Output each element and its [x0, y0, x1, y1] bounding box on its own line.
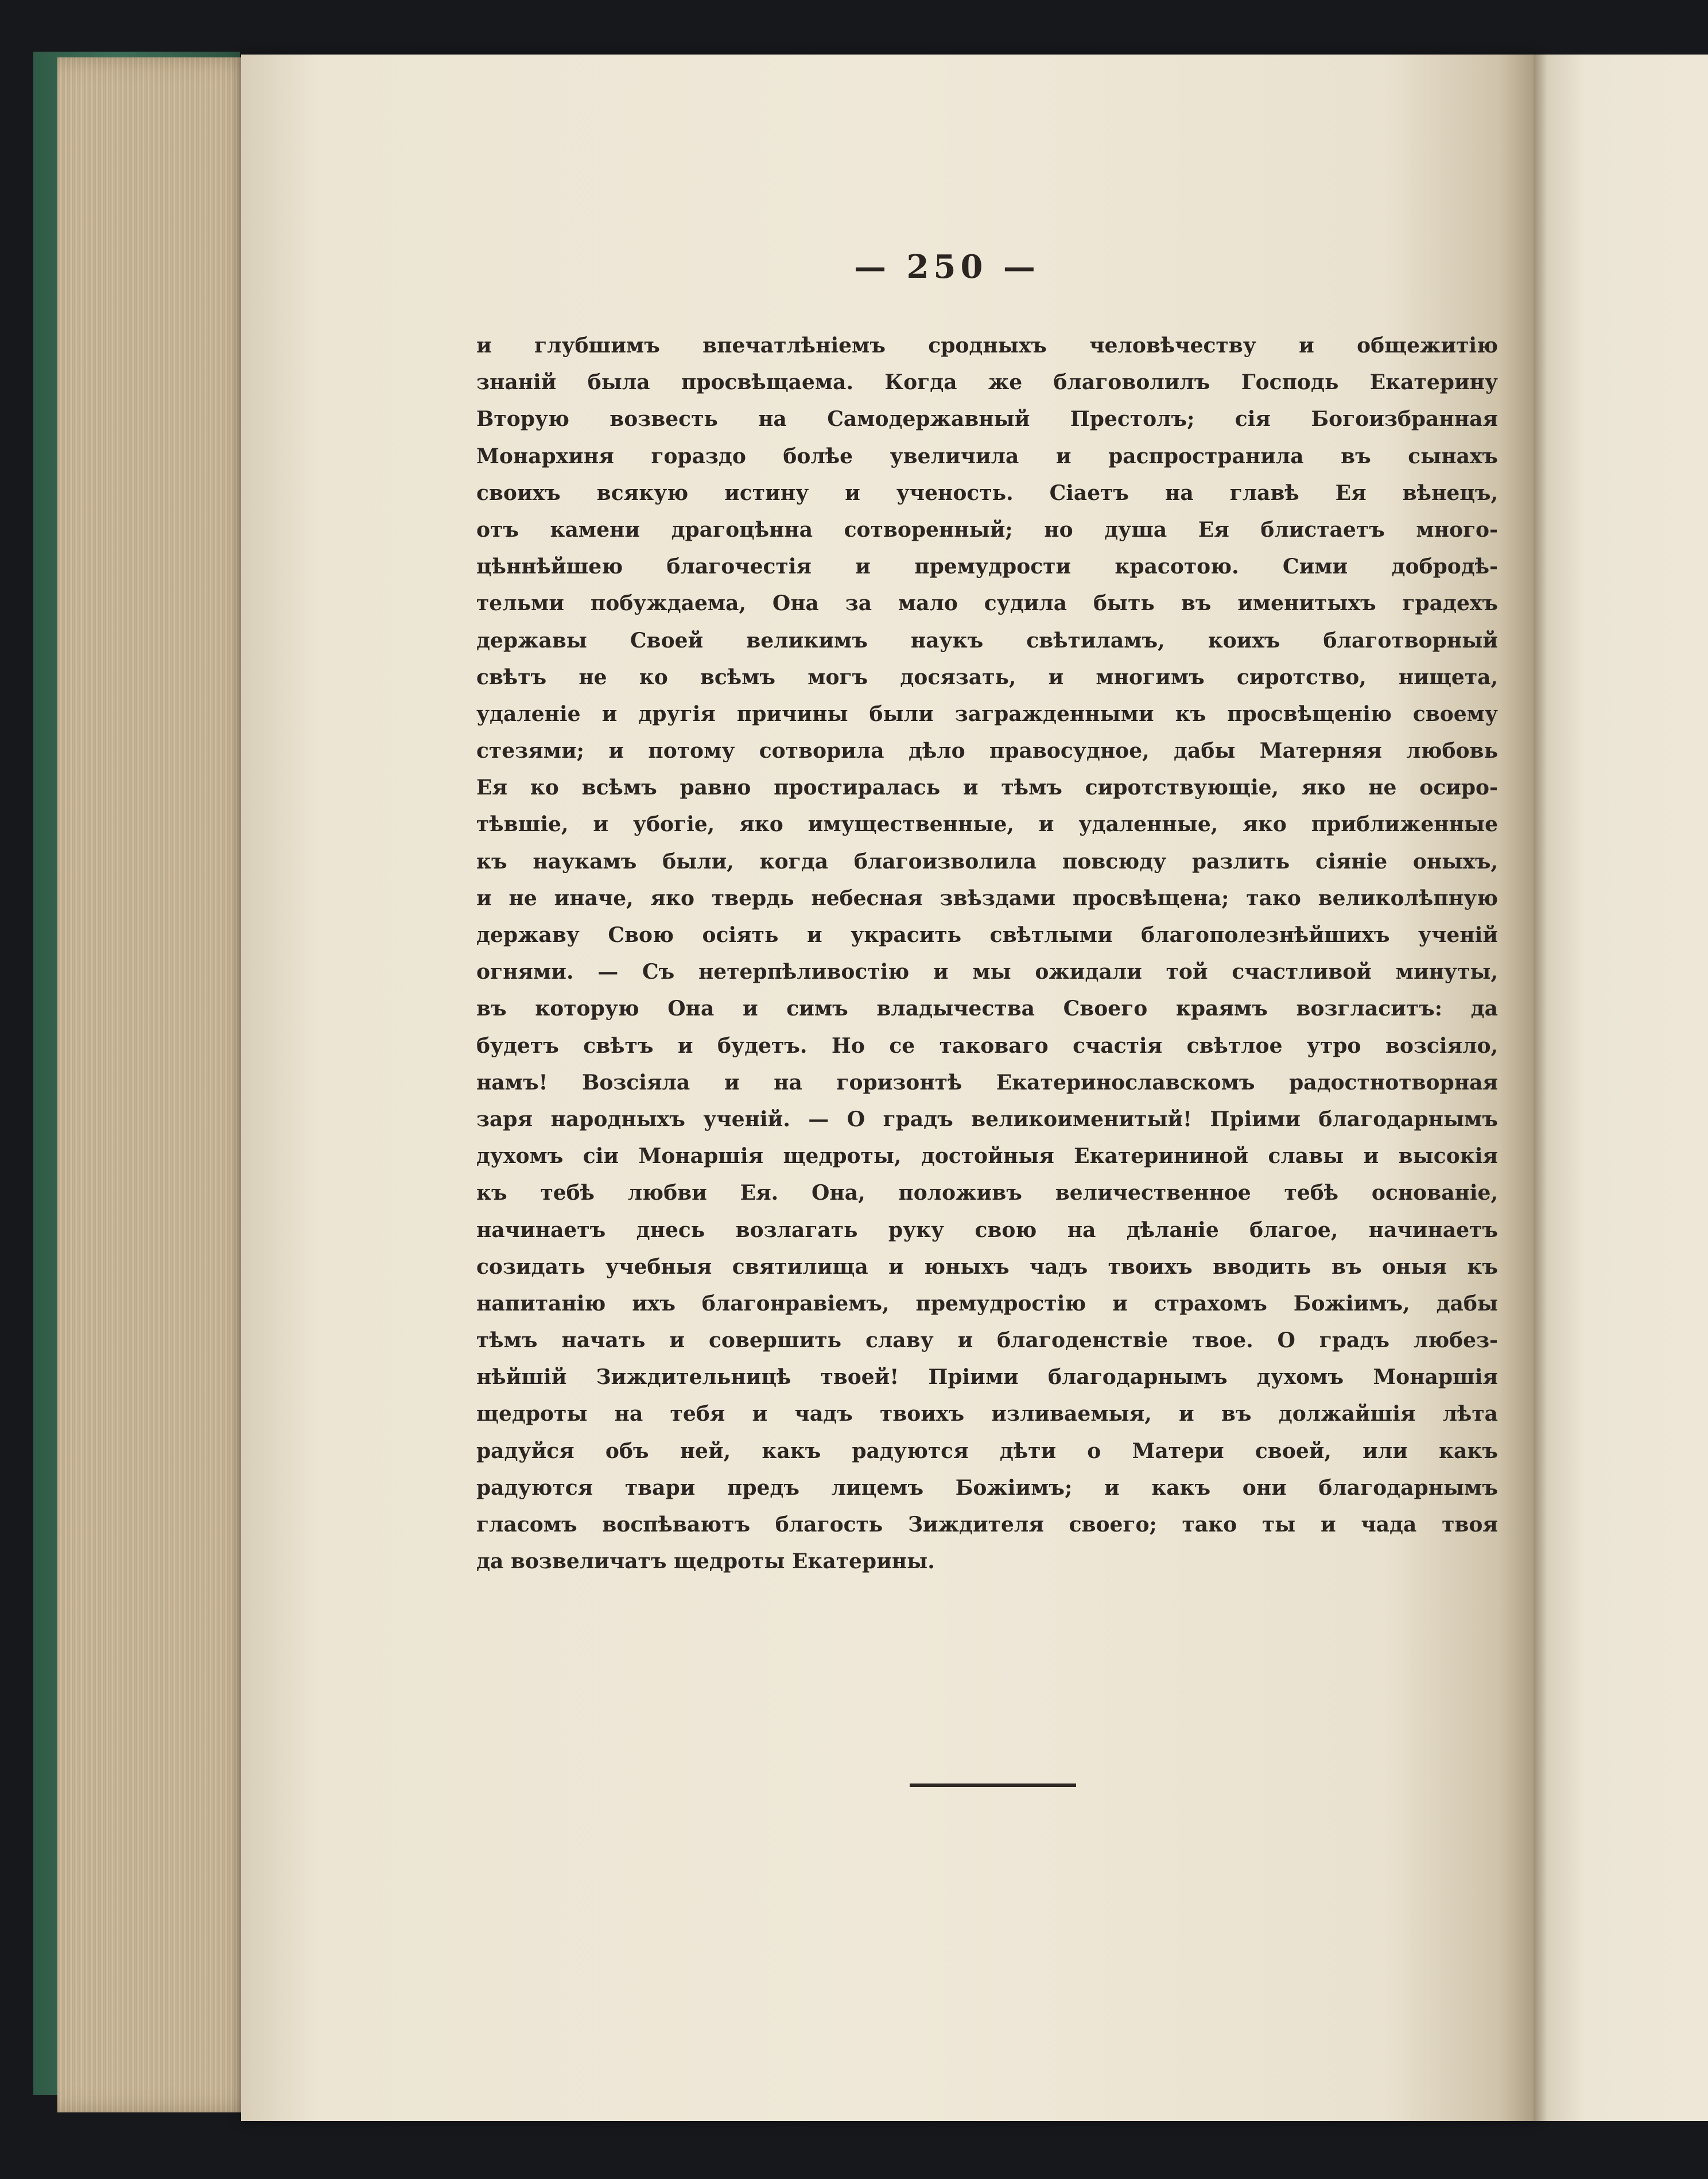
text-line: да возвеличатъ щедроты Екатерины. — [476, 1549, 935, 1574]
page-block-edges — [57, 57, 264, 2112]
text-line: державы Своей великимъ наукъ свѣтиламъ, коихъ благотворный — [476, 628, 1498, 653]
left-page-text — [476, 327, 1498, 1580]
page-number: — 250 — — [854, 248, 1040, 286]
text-line: знаній была просвѣщаема. Когда же благоволилъ Господь Екатерину — [476, 370, 1498, 395]
closing-rule — [910, 1783, 1076, 1787]
text-line: щедроты на тебя и чадъ твоихъ изливаемыя, и въ должайшія лѣта — [476, 1402, 1498, 1426]
text-line: своихъ всякую истину и ученость. Сіаетъ на главѣ Ея вѣнецъ, — [476, 480, 1498, 505]
text-line: радуйся объ ней, какъ радуются дѣти о Матери своей, или какъ — [476, 1439, 1498, 1463]
text-line: стезями; и потому сотворила дѣло правосудное, дабы Матерняя любовь — [476, 739, 1498, 763]
text-line: тѣвшіе, и убогіе, яко имущественные, и удаленные, яко приближенные — [476, 812, 1498, 837]
text-line: намъ! Возсіяла и на горизонтѣ Екатеринославскомъ радостнотворная — [476, 1070, 1498, 1095]
text-line: огнями. — Съ нетерпѣливостію и мы ожидали той счастливой минуты, — [476, 960, 1498, 984]
text-line: радуются твари предъ лицемъ Божіимъ; и какъ они благодарнымъ — [476, 1475, 1498, 1500]
text-line: въ которую Она и симъ владычества Своего краямъ возгласитъ: да — [476, 997, 1498, 1021]
text-line: тѣмъ начать и совершить славу и благоденствіе твое. О градъ любез- — [476, 1328, 1498, 1353]
text-line: напитанію ихъ благонравіемъ, премудростію и страхомъ Божіимъ, дабы — [476, 1291, 1498, 1316]
text-line: къ тебѣ любви Ея. Она, положивъ величественное тебѣ основаніе, — [476, 1181, 1498, 1205]
text-line: къ наукамъ были, когда благоизволила повсюду разлить сіяніе оныхъ, — [476, 849, 1498, 874]
text-line: удаленіе и другія причины были загражденными къ просвѣщенію своему — [476, 701, 1498, 726]
text-line: цѣннѣйшею благочестія и премудрости красотою. Сими добродѣ- — [476, 555, 1498, 579]
right-page — [1534, 55, 1708, 2121]
text-line: и глубшимъ впечатлѣніемъ сродныхъ человѣчеству и общежитію — [476, 334, 1498, 358]
text-line: свѣтъ не ко всѣмъ могъ досязать, и многимъ сиротство, нищета, — [476, 665, 1498, 689]
text-line: духомъ сіи Монаршія щедроты, достойныя Екатерининой славы и высокія — [476, 1144, 1498, 1169]
text-line: Ея ко всѣмъ равно простиралась и тѣмъ сиротствующіе, яко не осиро- — [476, 776, 1498, 800]
text-line: заря народныхъ ученій. — О градъ великоименитый! Пріими благодарнымъ — [476, 1107, 1498, 1131]
text-line: нѣйшій Зиждительницѣ твоей! Пріими благодарнымъ духомъ Монаршія — [476, 1365, 1498, 1390]
text-line: тельми побуждаема, Она за мало судила быть въ именитыхъ градехъ — [476, 591, 1498, 616]
text-line: Вторую возвесть на Самодержавный Престолъ; сія Богоизбранная — [476, 407, 1498, 432]
text-line: гласомъ воспѣваютъ благость Зиждителя своего; тако ты и чада твоя — [476, 1513, 1498, 1537]
text-line: и не иначе, яко твердь небесная звѣздами просвѣщена; тако великолѣпную — [476, 886, 1498, 910]
text-line: созидать учебныя святилища и юныхъ чадъ твоихъ вводить въ оныя къ — [476, 1254, 1498, 1279]
text-line: начинаетъ днесь возлагать руку свою на дѣланіе благое, начинаетъ — [476, 1218, 1498, 1242]
text-line: будетъ свѣтъ и будетъ. Но се таковаго счастія свѣтлое утро возсіяло, — [476, 1033, 1498, 1058]
text-line: отъ камени драгоцѣнна сотворенный; но душа Ея блистаетъ много- — [476, 517, 1498, 542]
text-line: державу Свою осіять и украсить свѣтлыми благополезнѣйшихъ ученій — [476, 923, 1498, 947]
text-line: Монархиня гораздо болѣе увеличила и распространила въ сынахъ — [476, 444, 1498, 468]
